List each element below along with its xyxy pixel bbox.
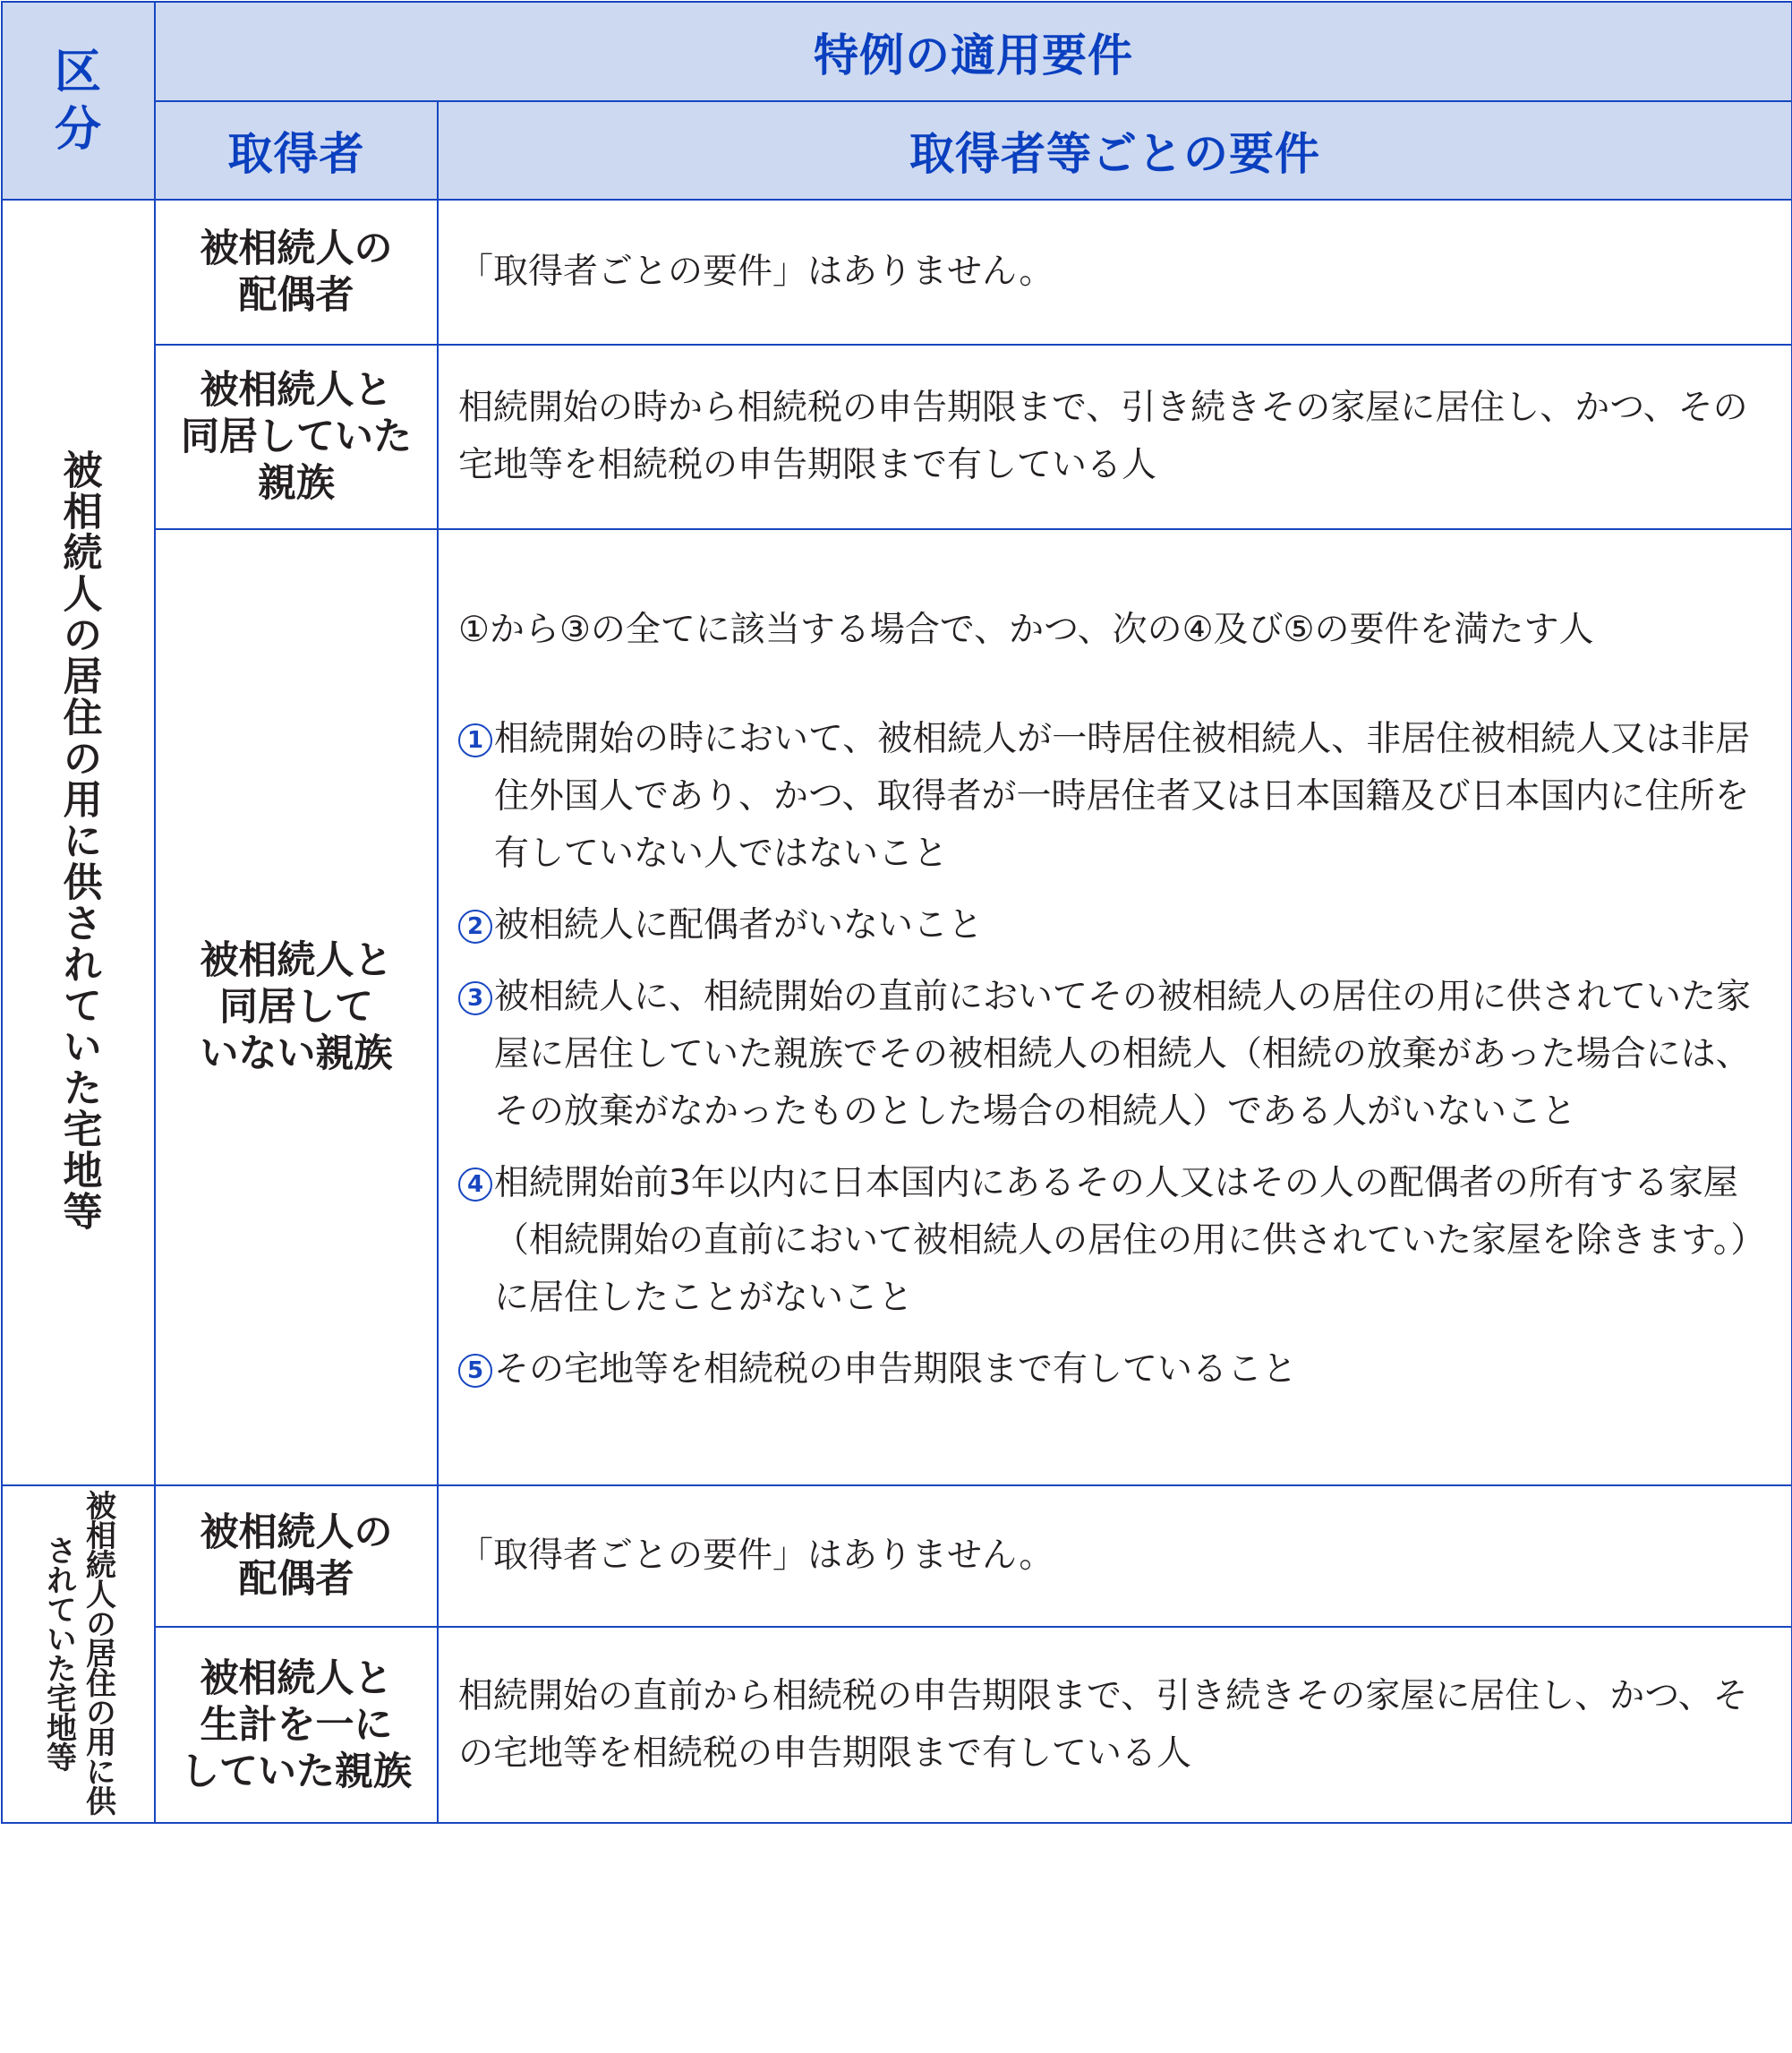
category-label: 被相続人の居住の用に供されていた宅地等 bbox=[40, 1490, 116, 1815]
circled-number-4-icon: 4 bbox=[458, 1168, 492, 1202]
table-row bbox=[2, 529, 1792, 1485]
header-acquirer-requirements: 取得者等ごとの要件 bbox=[438, 101, 1792, 200]
acquirer-line: 配偶者 bbox=[238, 273, 354, 318]
requirement-item bbox=[458, 897, 1771, 954]
requirement-item bbox=[458, 1155, 1771, 1327]
requirement-item-text: 被相続人に、相続開始の直前においてその被相続人の居住の用に供されていた家屋に居住していた親族でその被相続人の相続人（相続の放棄があった場合には、その放棄がなかったものとした場合の相続人）である人がいないこと bbox=[494, 977, 1752, 1132]
header-kubun-char-1: 区 bbox=[54, 45, 102, 99]
requirement-item-text: 被相続人に配偶者がいないこと bbox=[494, 905, 984, 945]
circled-number-2-icon: 2 bbox=[458, 910, 492, 944]
circled-number-3-icon: 3 bbox=[458, 981, 492, 1015]
header-row-2 bbox=[2, 101, 1792, 200]
requirement-item-text: その宅地等を相続税の申告期限まで有していること bbox=[494, 1349, 1298, 1390]
acquirer-line: 親族 bbox=[258, 461, 335, 506]
circled-number-1-icon: 1 bbox=[458, 723, 492, 757]
acquirer-cell bbox=[155, 345, 438, 529]
header-acquirer: 取得者 bbox=[155, 101, 438, 200]
requirement-cell: 相続開始の直前から相続税の申告期限まで、引き続きその家屋に居住し、かつ、その宅地等を相続税の申告期限まで有している人 bbox=[438, 1627, 1792, 1823]
requirement-cell bbox=[438, 529, 1792, 1485]
requirement-item-text: 相続開始前3年以内に日本国内にあるその人又はその人の配偶者の所有する家屋（相続開始の直前において被相続人の居住の用に供されていた家屋を除きます。）に居住したことがないこと bbox=[494, 1163, 1766, 1318]
requirement-cell: 「取得者ごとの要件」はありません。 bbox=[438, 200, 1792, 345]
acquirer-cell bbox=[155, 1485, 438, 1627]
requirement-item bbox=[458, 969, 1771, 1141]
requirement-item bbox=[458, 711, 1771, 883]
acquirer-line: 被相続人の bbox=[200, 227, 393, 271]
table-row bbox=[2, 345, 1792, 529]
acquirer-line: 生計を一に bbox=[200, 1702, 393, 1748]
requirement-intro: ①から③の全てに該当する場合で、かつ、次の④及び⑤の要件を満たす人 bbox=[458, 610, 1594, 650]
header-row-1 bbox=[2, 2, 1792, 101]
header-kubun-char-2: 分 bbox=[54, 102, 102, 157]
requirement-item-text: 相続開始の時において、被相続人が一時居住被相続人、非居住被相続人又は非居住外国人であり、かつ、取得者が一時居住者又は日本国籍及び日本国内に住所を有していない人ではないこと bbox=[494, 719, 1751, 874]
acquirer-line: していた親族 bbox=[181, 1749, 412, 1794]
table-row bbox=[2, 1485, 1792, 1627]
acquirer-cell bbox=[155, 200, 438, 345]
requirement-item bbox=[458, 1341, 1771, 1399]
acquirer-line: 被相続人と bbox=[200, 368, 393, 413]
acquirer-line: 被相続人と bbox=[200, 1655, 393, 1701]
acquirer-line: 配偶者 bbox=[238, 1557, 354, 1602]
requirement-cell: 相続開始の時から相続税の申告期限まで、引き続きその家屋に居住し、かつ、その宅地等を相続税の申告期限まで有している人 bbox=[438, 345, 1792, 529]
table-row bbox=[2, 1627, 1792, 1823]
requirement-cell: 「取得者ごとの要件」はありません。 bbox=[438, 1485, 1792, 1627]
acquirer-line: 同居して bbox=[219, 985, 373, 1030]
acquirer-line: 同居していた bbox=[181, 415, 412, 459]
category-cell bbox=[2, 1485, 155, 1823]
header-applicable-requirements: 特例の適用要件 bbox=[155, 2, 1792, 101]
circled-number-5-icon: 5 bbox=[458, 1354, 492, 1388]
special-provision-requirements-table bbox=[1, 1, 1792, 1824]
category-cell bbox=[2, 200, 155, 1485]
acquirer-line: いない親族 bbox=[200, 1031, 393, 1076]
acquirer-line: 被相続人の bbox=[200, 1510, 393, 1555]
category-label: 被相続人の居住の用に供されていた宅地等 bbox=[55, 449, 102, 1232]
acquirer-cell bbox=[155, 529, 438, 1485]
table-row bbox=[2, 200, 1792, 345]
header-kubun bbox=[2, 2, 155, 200]
acquirer-line: 被相続人と bbox=[200, 938, 393, 983]
acquirer-cell bbox=[155, 1627, 438, 1823]
